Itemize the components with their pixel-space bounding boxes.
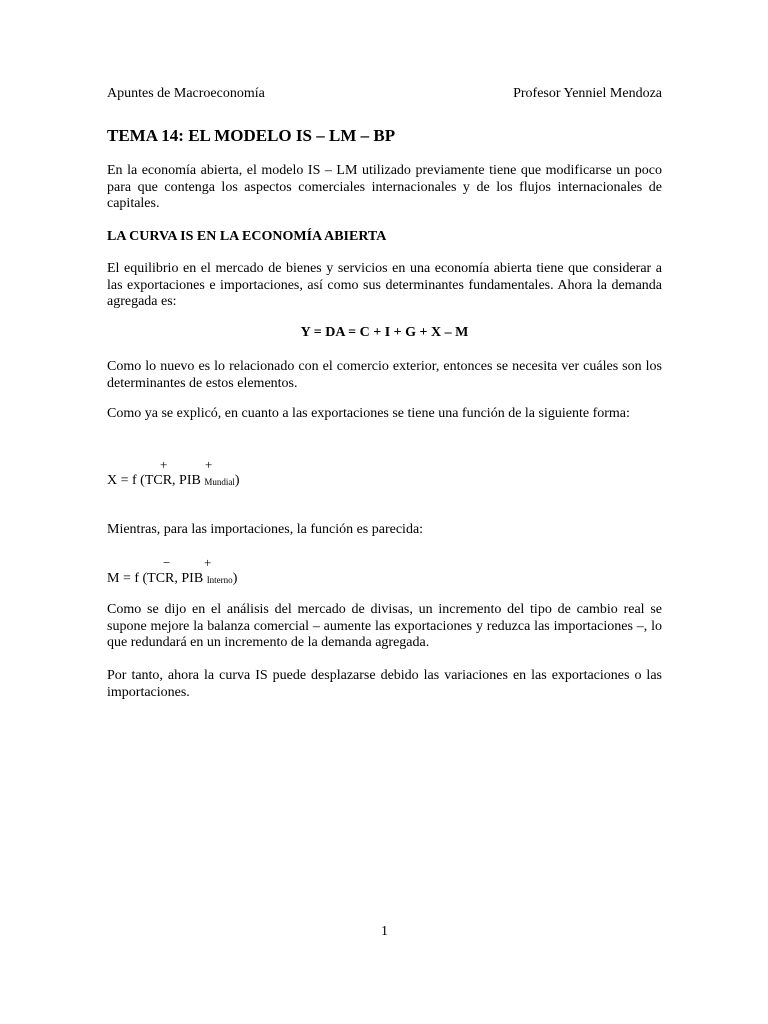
imports-paragraph: Mientras, para las importaciones, la función es parecida: <box>107 522 424 537</box>
document-page <box>107 0 662 1024</box>
exports-formula-close: ) <box>234 473 240 488</box>
imports-tcr-sign: − <box>163 555 171 570</box>
document-title: TEMA 14: EL MODELO IS – LM – BP <box>107 126 396 145</box>
exports-tcr-sign: + <box>160 457 168 472</box>
exports-paragraph: Como ya se explicó, en cuanto a las exportaciones se tiene una función de la siguiente forma: <box>107 406 630 421</box>
conclusion-paragraph: Por tanto, ahora la curva IS puede desplazarse debido las variaciones en las exportaciones o las importaciones. <box>107 668 662 700</box>
exports-pib-sign: + <box>205 457 213 472</box>
page-number: 1 <box>381 924 388 939</box>
page-header <box>107 86 662 103</box>
imports-formula-subscript: Interno <box>206 575 233 585</box>
aggregate-demand-equation: Y = DA = C + I + G + X – M <box>300 325 469 340</box>
exports-formula-main: X = f (TCR, PIB <box>107 473 205 488</box>
imports-formula-signs <box>107 555 307 571</box>
intro-paragraph: En la economía abierta, el modelo IS – LM utilizado previamente tiene que modificarse un poco para que contenga los aspectos comerciales internacionales y de los flujos internacionales de capitales. <box>107 163 662 211</box>
section-heading: LA CURVA IS EN LA ECONOMÍA ABIERTA <box>107 229 387 244</box>
foreign-trade-paragraph: Como lo nuevo es lo relacionado con el comercio exterior, entonces se necesita ver cuáles son los determinantes de estos elementos. <box>107 359 662 391</box>
exports-formula <box>107 473 240 490</box>
imports-pib-sign: + <box>204 555 212 570</box>
equilibrium-paragraph: El equilibrio en el mercado de bienes y servicios en una economía abierta tiene que considerar a las exportaciones e importaciones, así como sus determinantes fundamentales. Ahora la demanda agregada es: <box>107 261 662 309</box>
exports-formula-subscript: Mundial <box>204 477 235 487</box>
imports-formula-main: M = f (TCR, PIB <box>107 571 207 586</box>
header-author: Profesor Yenniel Mendoza <box>513 86 662 101</box>
imports-formula-close: ) <box>232 571 238 586</box>
exchange-rate-paragraph: Como se dijo en el análisis del mercado de divisas, un incremento del tipo de cambio real se supone mejore la balanza comercial – aumente las exportaciones y reduzca las importaciones –, lo que redundará en un incremento de la demanda agregada. <box>107 602 662 650</box>
header-course-name: Apuntes de Macroeconomía <box>107 86 265 101</box>
imports-formula <box>107 571 237 588</box>
exports-formula-signs <box>107 457 307 473</box>
